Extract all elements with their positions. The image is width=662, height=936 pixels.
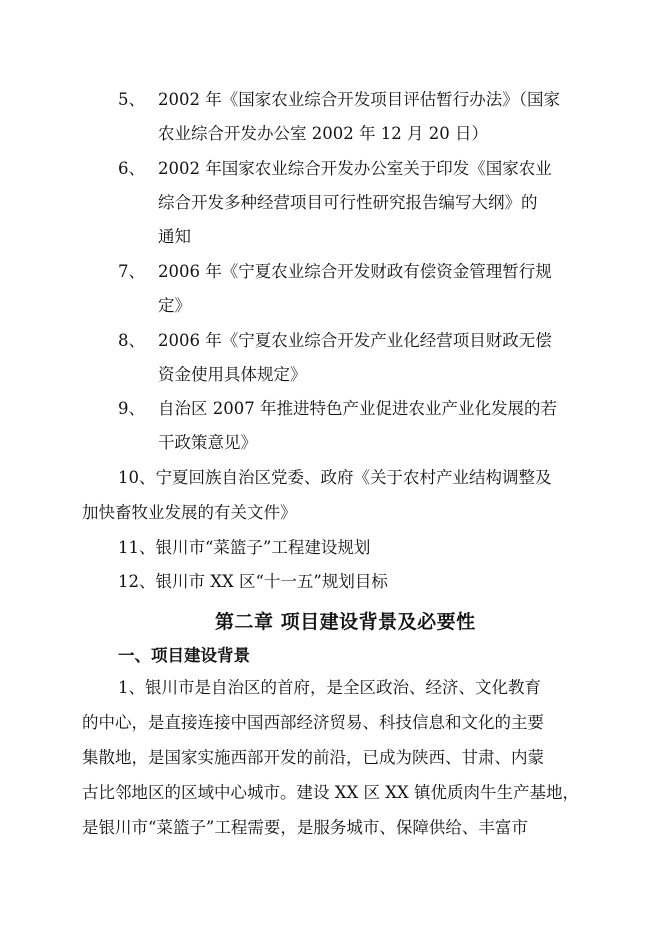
ref-10-line-1: 10、宁夏回族自治区党委、政府《关于农村产业结构调整及 (118, 468, 552, 487)
body-line-2: 的中心，是直接连接中国西部经济贸易、科技信息和文化的主要 (82, 713, 544, 732)
ref-6-line-1: 2002 年国家农业综合开发办公室关于印发《国家农业 (158, 159, 552, 178)
ref-7-line-1: 2006 年《宁夏农业综合开发财政有偿资金管理暂行规 (158, 262, 552, 281)
ref-6-number: 6、 (118, 159, 145, 178)
body-line-3: 集散地，是国家实施西部开发的前沿，已成为陕西、甘肃、内蒙 (82, 748, 544, 767)
body-line-5: 是银川市“菜篮子”工程需要，是服务城市、保障供给、丰富市 (82, 818, 528, 837)
ref-12-line: 12、银川市 XX 区“十一五”规划目标 (118, 572, 388, 591)
section-title: 一、项目建设背景 (118, 646, 250, 665)
ref-7-number: 7、 (118, 262, 145, 281)
ref-6-line-2: 综合开发多种经营项目可行性研究报告编写大纲》的 (158, 193, 538, 212)
body-line-1: 1、银川市是自治区的首府，是全区政治、经济、文化教育 (118, 678, 541, 697)
chapter-title: 第二章 项目建设背景及必要性 (215, 611, 476, 633)
ref-8-number: 8、 (118, 331, 145, 350)
ref-5-number: 5、 (118, 90, 145, 109)
ref-6-line-3: 通知 (158, 227, 191, 246)
ref-9-number: 9、 (118, 399, 145, 418)
ref-9-line-2: 干政策意见》 (158, 433, 257, 452)
ref-7-line-2: 定》 (158, 296, 191, 315)
body-line-4: 古比邻地区的区域中心城市。建设 XX 区 XX 镇优质肉牛生产基地， (82, 783, 579, 802)
ref-5-line-2: 农业综合开发办公室 2002 年 12 月 20 日） (158, 124, 488, 143)
ref-10-line-2: 加快畜牧业发展的有关文件》 (82, 503, 297, 522)
ref-8-line-1: 2006 年《宁夏农业综合开发产业化经营项目财政无偿 (158, 331, 552, 350)
ref-9-line-1: 自治区 2007 年推进特色产业促进农业产业化发展的若 (158, 399, 557, 418)
ref-8-line-2: 资金使用具体规定》 (158, 365, 307, 384)
ref-11-line: 11、银川市“菜篮子”工程建设规划 (118, 538, 371, 557)
ref-5-line-1: 2002 年《国家农业综合开发项目评估暂行办法》（国家 (158, 90, 560, 109)
